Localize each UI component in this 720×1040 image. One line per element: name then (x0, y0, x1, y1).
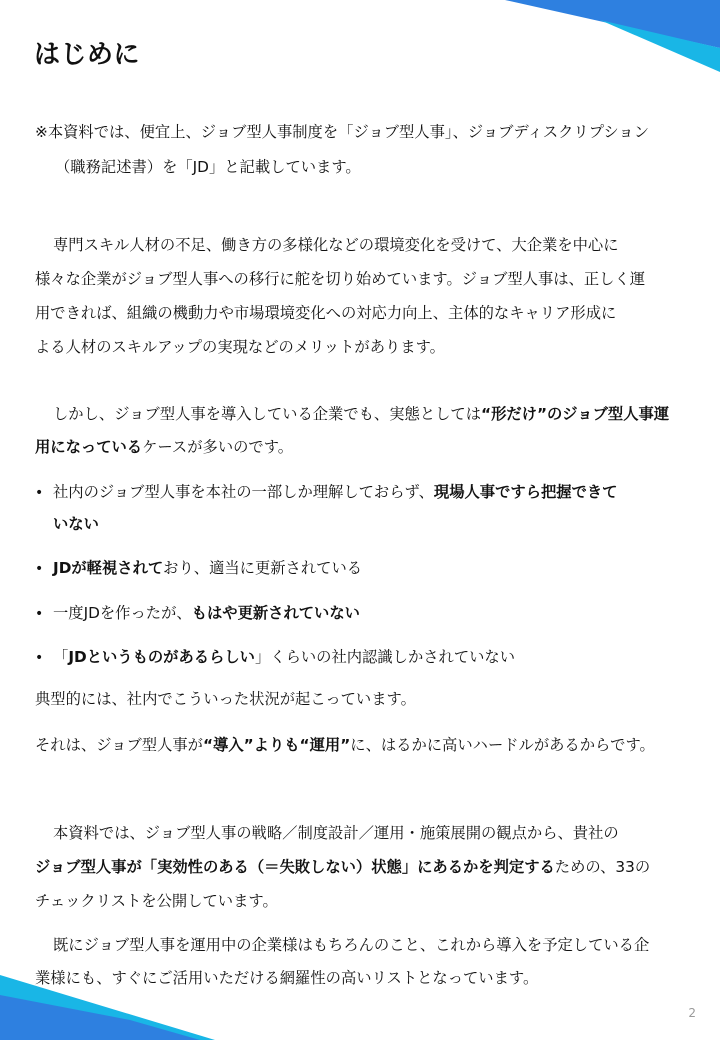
bullet-icon: • (35, 485, 44, 501)
para3-line-3: チェックリストを公開しています。 (35, 892, 278, 910)
bullet-icon: • (35, 650, 44, 666)
para4-line-1: 既にジョブ型人事を運用中の企業様はもちろんのこと、これから導入を予定している企 (53, 936, 650, 954)
para1-line-1: 専門スキル人材の不足、働き方の多様化などの環境変化を受けて、大企業を中心に (53, 236, 619, 254)
bullet-2: JDが軽視されており、適当に更新されている (53, 559, 363, 577)
summary-line-1: 典型的には、社内でこういった状況が起こっています。 (35, 690, 416, 708)
note-line-1: ※本資料では、便宜上、ジョブ型人事制度を「ジョブ型人事」、ジョブディスクリプション (35, 123, 649, 141)
para2-line-1: しかし、ジョブ型人事を導入している企業でも、実態としては“形だけ”のジョブ型人事運 (53, 405, 670, 423)
para1-line-4: よる人材のスキルアップの実現などのメリットがあります。 (35, 338, 445, 356)
summary-line-2: それは、ジョブ型人事が“導入”よりも“運用”に、はるかに高いハードルがあるからです。 (35, 736, 655, 754)
bullet-1-line-2: いない (53, 515, 99, 533)
bullet-icon: • (35, 561, 44, 577)
note-line-2: （職務記述書）を「JD」と記載しています。 (55, 158, 361, 176)
page-title: はじめに (34, 40, 141, 70)
para1-line-3: 用できれば、組織の機動力や市場環境変化への対応力向上、主体的なキャリア形成に (35, 304, 617, 322)
bullet-3: 一度JDを作ったが、もはや更新されていない (53, 604, 360, 622)
bullet-icon: • (35, 606, 44, 622)
bullet-1-line-1: 社内のジョブ型人事を本社の一部しか理解しておらず、現場人事ですら把握できて (53, 483, 618, 501)
para3-line-1: 本資料では、ジョブ型人事の戦略／制度設計／運用・施策展開の観点から、貴社の (53, 824, 619, 842)
para1-line-2: 様々な企業がジョブ型人事への移行に舵を切り始めています。ジョブ型人事は、正しく運 (35, 270, 646, 288)
page-number: 2 (688, 1006, 696, 1020)
para4-line-2: 業様にも、すぐにご活用いただける網羅性の高いリストとなっています。 (35, 969, 539, 987)
para2-line-2: 用になっているケースが多いのです。 (35, 438, 294, 456)
para3-line-2: ジョブ型人事が「実効性のある（＝失敗しない）状態」にあるかを判定するための、33の (35, 858, 651, 876)
bullet-4: 「JDというものがあるらしい」くらいの社内認識しかされていない (53, 648, 516, 666)
